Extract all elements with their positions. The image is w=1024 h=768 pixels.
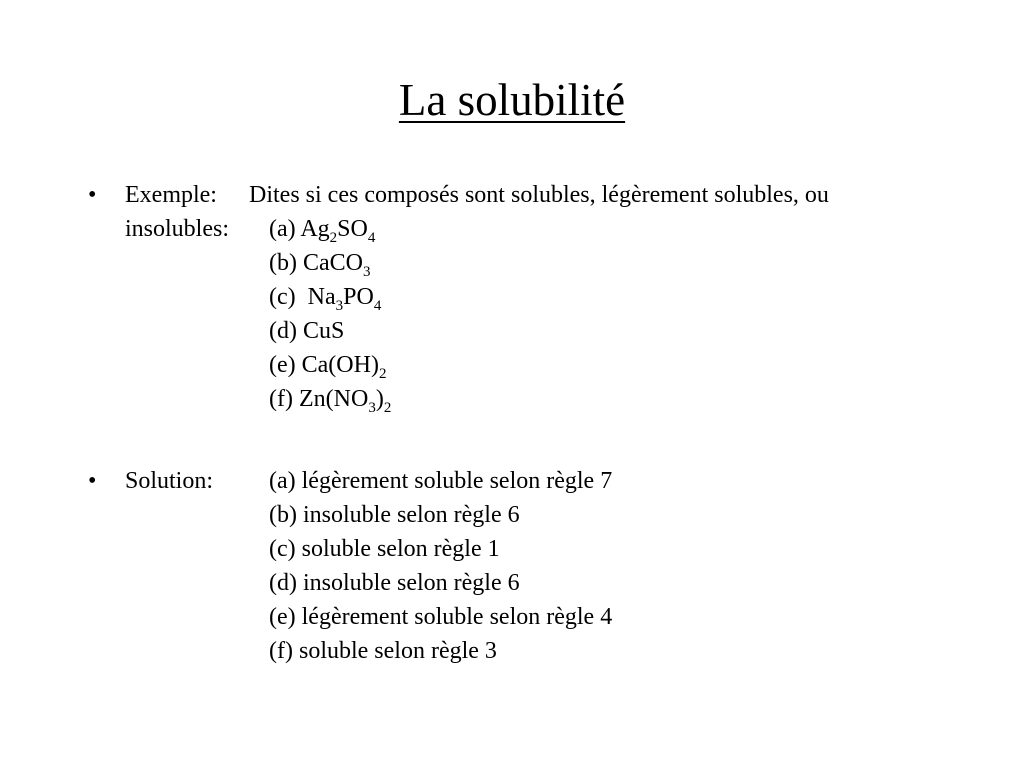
slide-title bbox=[0, 74, 1024, 126]
formula-part: SO bbox=[337, 216, 368, 242]
solution-item: (b) insoluble selon règle 6 bbox=[269, 502, 520, 528]
formula-subscript: 3 bbox=[335, 298, 344, 314]
example-item-prefix: (a) bbox=[269, 216, 301, 242]
formula-part: Ag bbox=[300, 216, 330, 242]
solution-item: (a) légèrement soluble selon règle 7 bbox=[269, 468, 613, 494]
formula-part: CaCO bbox=[302, 250, 363, 276]
formula-part: ) bbox=[375, 386, 384, 412]
formula-subscript: 3 bbox=[362, 264, 371, 280]
formula-part: Na bbox=[307, 284, 336, 310]
slide-title-text: La solubilité bbox=[398, 75, 626, 125]
bullet-solution: • bbox=[88, 468, 97, 494]
formula-subscript: 4 bbox=[373, 298, 382, 314]
solution-label: Solution: bbox=[125, 468, 214, 494]
solution-item: (e) légèrement soluble selon règle 4 bbox=[269, 604, 613, 630]
formula-part: CuS bbox=[302, 318, 345, 344]
formula-subscript: 2 bbox=[329, 230, 338, 246]
example-prompt-line2-label: insolubles: bbox=[125, 216, 230, 242]
formula-part: Zn(NO bbox=[298, 386, 369, 412]
example-item-prefix: (f) bbox=[269, 386, 299, 412]
formula-part: PO bbox=[343, 284, 374, 310]
formula-part: Ca(OH) bbox=[301, 352, 379, 378]
formula-subscript: 2 bbox=[378, 366, 387, 382]
solution-item: (f) soluble selon règle 3 bbox=[269, 638, 497, 664]
formula-subscript: 3 bbox=[368, 400, 376, 416]
example-item bbox=[269, 248, 370, 278]
formula-subscript: 4 bbox=[367, 230, 376, 246]
solution-item: (d) insoluble selon règle 6 bbox=[269, 570, 520, 596]
example-item bbox=[269, 350, 386, 380]
example-item-prefix: (b) bbox=[269, 250, 303, 276]
example-item bbox=[269, 316, 344, 346]
example-item-prefix: (c) bbox=[269, 284, 308, 310]
example-prompt-line1: Dites si ces composés sont solubles, légèrement solubles, ou bbox=[249, 182, 829, 208]
example-item bbox=[269, 214, 375, 244]
example-item-prefix: (d) bbox=[269, 318, 303, 344]
example-item bbox=[269, 384, 391, 414]
example-item-prefix: (e) bbox=[269, 352, 302, 378]
example-item bbox=[269, 282, 381, 312]
solution-item: (c) soluble selon règle 1 bbox=[269, 536, 500, 562]
formula-subscript: 2 bbox=[383, 400, 392, 416]
example-label: Exemple: bbox=[125, 182, 217, 208]
bullet-example: • bbox=[88, 182, 97, 208]
